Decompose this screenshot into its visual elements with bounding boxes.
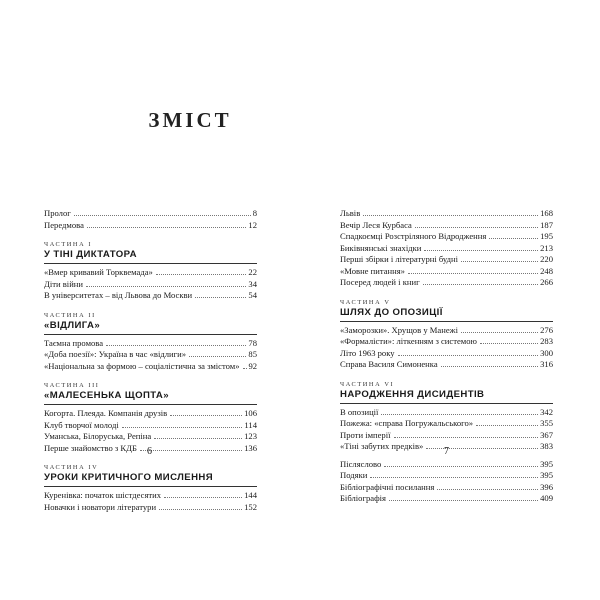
right-page-toc [340, 208, 553, 505]
toc-entry[interactable] [44, 408, 257, 420]
toc-entry[interactable] [340, 430, 553, 442]
toc-entry-title: Перші збірки і літературні будні [340, 254, 459, 264]
toc-entry-title: Передмова [44, 219, 84, 230]
toc-entry-title: Уманська, Білоруська, Репіна [44, 431, 152, 441]
toc-entry-title: Перше знайомство з КДБ [44, 442, 137, 453]
toc-entry-title: Куренівка: початок шістдесятих [44, 490, 162, 500]
toc-entry[interactable] [340, 220, 553, 232]
dot-leader [384, 466, 538, 467]
dot-leader [87, 227, 247, 228]
toc-entry[interactable] [340, 266, 553, 278]
toc-entry[interactable] [340, 336, 553, 348]
toc-entry[interactable] [340, 359, 553, 371]
toc-entry-page: 355 [540, 418, 553, 428]
dot-leader [122, 427, 243, 428]
toc-entry-page: 114 [244, 419, 257, 430]
toc-entry-page: 187 [540, 219, 553, 230]
toc-entry-page: 396 [540, 481, 553, 492]
part-label: ЧАСТИНА V [340, 298, 391, 306]
dot-leader [408, 273, 538, 274]
toc-entry-title: Подяки [340, 470, 368, 480]
toc-entry-title: Бібліографія [340, 493, 386, 503]
toc-entry-title: «Заморозки». Хрущов у Манежі [340, 324, 458, 335]
page-number-left: 6 [147, 446, 152, 457]
toc-entry-title: Когорта. Плеяда. Компанія друзів [44, 408, 168, 418]
toc-entry[interactable] [44, 349, 257, 361]
part-title[interactable]: НАРОДЖЕННЯ ДИСИДЕНТІВ [340, 389, 553, 404]
toc-entry-title: В університетах – від Львова до Москви [44, 290, 193, 300]
dot-leader [189, 356, 246, 357]
dot-leader [389, 500, 538, 501]
toc-entry[interactable] [44, 420, 257, 432]
toc-entry-page: 78 [248, 337, 257, 348]
toc-entry-page: 8 [252, 208, 257, 218]
toc-entry-page: 248 [540, 265, 553, 276]
toc-entry-title: Вечір Леся Курбаса [340, 219, 412, 230]
dot-leader [461, 332, 538, 333]
toc-entry-title: «Тіні забутих предків» [340, 441, 424, 451]
dot-leader [370, 477, 538, 478]
toc-entry-page: 276 [540, 324, 553, 335]
toc-entry-page: 85 [248, 349, 257, 359]
toc-entry-title: «Формалісти»: літкенням з системою [340, 336, 477, 346]
toc-entry-title: Пожежа: «справа Погружальського» [340, 418, 474, 428]
toc-entry-page: 12 [248, 219, 257, 230]
toc-entry-title: Пролог [44, 208, 71, 218]
toc-entry-title: Проти імперії [340, 429, 391, 440]
dot-leader [195, 297, 246, 298]
toc-entry-page: 395 [540, 458, 553, 469]
toc-entry-page: 144 [244, 490, 257, 500]
dot-leader [363, 215, 538, 216]
toc-entry-title: Післяслово [340, 458, 382, 469]
toc-entry-page: 195 [540, 231, 553, 241]
dot-leader [424, 250, 538, 251]
toc-entry-page: 168 [540, 208, 553, 218]
toc-entry-page: 34 [248, 278, 257, 289]
toc-entry-page: 54 [248, 290, 257, 300]
toc-entry[interactable] [340, 254, 553, 266]
part-label: ЧАСТИНА I [44, 241, 93, 248]
toc-entry-page: 283 [540, 336, 553, 346]
toc-entry-page: 220 [540, 254, 553, 264]
toc-entry-title: Таємна промова [44, 337, 104, 348]
toc-entry-page: 342 [540, 406, 553, 417]
toc-entry[interactable] [340, 208, 553, 220]
toc-entry-title: Діти війни [44, 278, 83, 289]
toc-entry-title: «Вмер кривавий Торквемада» [44, 267, 153, 277]
dot-leader [394, 437, 539, 438]
dot-leader [156, 274, 247, 275]
toc-entry[interactable] [44, 338, 257, 350]
toc-entry[interactable] [340, 470, 553, 482]
toc-entry-title: Новачки і новатори літератури [44, 501, 157, 512]
part-title[interactable]: ШЛЯХ ДО ОПОЗИЦІЇ [340, 307, 553, 322]
dot-leader [381, 414, 538, 415]
toc-entry-title: Посеред людей і книг [340, 277, 420, 287]
dot-leader [489, 238, 538, 239]
toc-entry-title: «Національна за формою – соціалістична за змістом» [44, 360, 240, 371]
toc-entry-page: 316 [540, 359, 553, 369]
toc-entry[interactable] [340, 459, 553, 471]
part-title[interactable]: У ТІНІ ДИКТАТОРА [44, 249, 257, 264]
toc-entry[interactable] [340, 407, 553, 419]
part-title[interactable]: УРОКИ КРИТИЧНОГО МИСЛЕННЯ [44, 472, 257, 487]
dot-leader [159, 509, 242, 510]
part-label: ЧАСТИНА III [44, 382, 100, 389]
dot-leader [140, 450, 242, 451]
toc-entry[interactable] [340, 482, 553, 494]
dot-leader [480, 343, 538, 344]
toc-entry-title: Спадкоємці Розстріляного Відродження [340, 231, 487, 241]
toc-entry[interactable] [44, 267, 257, 279]
dot-leader [243, 368, 247, 369]
toc-entry-title: В опозиції [340, 406, 379, 417]
part-label: ЧАСТИНА VI [340, 380, 395, 388]
toc-entry-title: Бібліографічні посилання [340, 481, 435, 492]
dot-leader [461, 261, 538, 262]
toc-entry-title: «Доба поезії»: Україна в час «відлиги» [44, 349, 187, 359]
dot-leader [398, 355, 539, 356]
toc-entry-page: 266 [540, 277, 553, 287]
dot-leader [170, 415, 242, 416]
toc-entry-title: Клуб творчої молоді [44, 419, 119, 430]
toc-entry-page: 136 [244, 442, 257, 453]
dot-leader [423, 284, 538, 285]
toc-entry[interactable] [340, 277, 553, 289]
part-label: ЧАСТИНА II [44, 311, 96, 319]
toc-entry[interactable] [44, 361, 257, 373]
dot-leader [415, 227, 538, 228]
dot-leader [476, 425, 538, 426]
toc-entry-page: 106 [244, 408, 257, 418]
toc-entry[interactable] [44, 279, 257, 291]
toc-entry-title: Биківнянські знахідки [340, 242, 422, 253]
toc-entry-page: 395 [540, 470, 553, 480]
toc-entry[interactable] [340, 493, 553, 505]
part-label: ЧАСТИНА IV [44, 464, 99, 471]
dot-leader [74, 215, 251, 216]
toc-entry[interactable] [44, 490, 257, 502]
toc-entry[interactable] [44, 502, 257, 514]
toc-entry[interactable] [44, 208, 257, 220]
dot-leader [106, 345, 246, 346]
toc-entry[interactable] [44, 290, 257, 302]
toc-entry-page: 152 [244, 501, 257, 512]
part-title[interactable]: «МАЛЕСЕНЬКА ЩОПТА» [44, 390, 257, 405]
toc-entry-page: 22 [248, 267, 257, 277]
dot-leader [86, 286, 246, 287]
toc-entry-title: «Мовне питання» [340, 265, 405, 276]
part-title[interactable]: «ВІДЛИГА» [44, 320, 257, 335]
toc-entry-page: 409 [540, 493, 553, 503]
toc-entry[interactable] [44, 431, 257, 443]
toc-entry-page: 92 [248, 360, 258, 371]
toc-entry-page: 123 [244, 431, 257, 441]
toc-entry[interactable] [340, 231, 553, 243]
dot-leader [441, 366, 538, 367]
toc-entry-page: 300 [540, 347, 553, 358]
toc-entry-page: 367 [540, 429, 553, 440]
page-number-right: 7 [444, 446, 449, 457]
toc-entry-page: 213 [540, 242, 553, 253]
toc-entry[interactable] [340, 418, 553, 430]
dot-leader [164, 497, 242, 498]
toc-entry[interactable] [340, 325, 553, 337]
toc-entry[interactable] [340, 243, 553, 255]
toc-entry-title: Львів [340, 208, 361, 218]
toc-entry-page: 383 [540, 441, 553, 451]
toc-entry[interactable] [340, 348, 553, 360]
toc-entry-title: Літо 1963 року [340, 347, 395, 358]
left-page-toc [44, 208, 257, 513]
toc-entry[interactable] [44, 220, 257, 232]
toc-entry-title: Справа Василя Симоненка [340, 359, 438, 369]
dot-leader [437, 489, 538, 490]
dot-leader [154, 438, 242, 439]
contents-title: ЗМІСТ [148, 108, 232, 132]
